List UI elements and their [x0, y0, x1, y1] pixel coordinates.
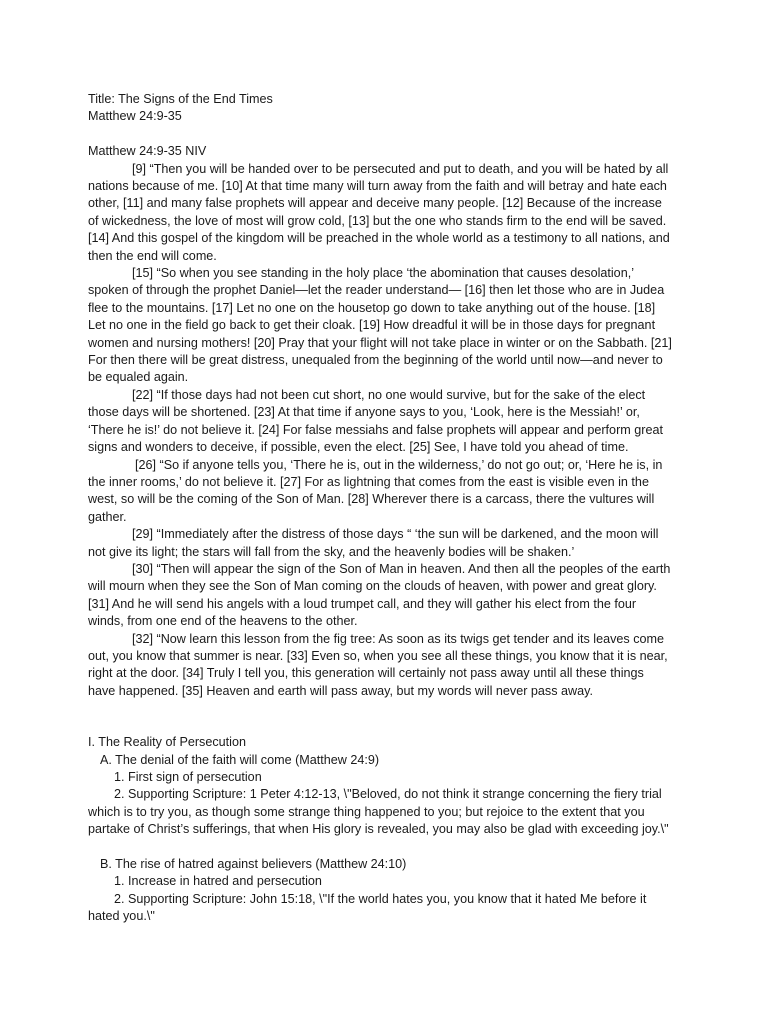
outline-point-a-2	[88, 786, 673, 838]
scripture-heading: Matthew 24:9-35 NIV	[88, 144, 207, 159]
blank-line	[88, 126, 673, 143]
verse-text: “Now learn this lesson from the fig tree: As soon as its twigs get tender and its leaves come out, you know that summer is near. [33] Even so, when you see all these things, you know that it is near, right at the door. [34] Truly I tell you, this generation will certainly not pass away until all these things have happened. [35] Heaven and earth will pass away, but my words will never pass away.	[88, 631, 668, 698]
verse-text: “Immediately after the distress of those days “ ‘the sun will be darkened, and the moon will not give its light; the stars will fall from the sky, and the heavenly bodies will be shaken.’	[88, 527, 659, 559]
outline-point-a-1: 1. First sign of persecution	[114, 770, 262, 785]
verse-lead: [22]	[132, 387, 154, 402]
blank-line	[88, 700, 673, 734]
verse-lead: [15]	[132, 266, 154, 281]
outline-point-b-1: 1. Increase in hatred and persecution	[114, 874, 322, 889]
scripture-paragraph-26	[88, 457, 673, 527]
verse-lead: [9]	[132, 161, 147, 176]
scripture-paragraph-30	[88, 561, 673, 631]
document-reference: Matthew 24:9-35	[88, 109, 182, 124]
document-page	[88, 91, 673, 926]
verse-text: “Then will appear the sign of the Son of Man in heaven. And then all the peoples of the earth will mourn when they see the Son of Man coming on the clouds of heaven, with power and great glory. [31] And he will send his angels with a loud trumpet call, and they will gather his elect from the four winds, from one end of the heavens to the other.	[88, 561, 671, 629]
scripture-paragraph-29	[88, 526, 673, 561]
outline-section-heading: I. The Reality of Persecution	[88, 735, 246, 750]
scripture-paragraph-15	[88, 265, 673, 387]
blank-line	[88, 839, 673, 856]
scripture-paragraph-32	[88, 631, 673, 701]
outline-point-a: A. The denial of the faith will come (Matthew 24:9)	[100, 752, 380, 767]
outline-point-a-2-text: 2. Supporting Scripture: 1 Peter 4:12-13, \"Beloved, do not think it strange concerning the fiery trial which is to try you, as though some strange thing happened to you; but rejoice to the extent that you partake of Christ’s sufferings, that when His glory is revealed, you may also be glad with exceeding joy.\"	[88, 787, 669, 837]
verse-text: “So when you see standing in the holy place ‘the abomination that causes desolation,’ spoken of through the prophet Daniel—let the reader understand— [16] then let those who are in Judea flee to the mountains. [17] Let no one on the housetop go down to take anything out of the house. [18] Let no one in the field go back to get their cloak. [19] How dreadful it will be in those days for pregnant women and nursing mothers! [20] Pray that your flight will not take place in winter or on the Sabbath. [21] For then there will be great distress, unequaled from the beginning of the world until now—and never to be equaled again.	[88, 266, 672, 385]
verse-text: “Then you will be handed over to be persecuted and put to death, and you will be hated by all nations because of me. [10] At that time many will turn away from the faith and will betray and hate each other, [11] and many false prophets will appear and deceive many people. [12] Because of the increase of wickedness, the love of most will grow cold, [13] but the one who stands firm to the end will be saved. [14] And this gospel of the kingdom will be preached in the whole world as a testimony to all nations, and then the end will come.	[88, 161, 670, 263]
scripture-paragraph-22	[88, 387, 673, 457]
verse-text: “If those days had not been cut short, no one would survive, but for the sake of the elect those days will be shortened. [23] At that time if anyone says to you, ‘Look, here is the Messiah!’ or, ‘There he is!’ do not believe it. [24] For false messiahs and false prophets will appear and perform great signs and wonders to deceive, if possible, even the elect. [25] See, I have told you ahead of time.	[88, 387, 663, 455]
scripture-paragraph-9	[88, 161, 673, 265]
verse-lead: [26]	[135, 457, 157, 472]
verse-lead: [30]	[132, 561, 154, 576]
outline-point-b: B. The rise of hatred against believers (Matthew 24:10)	[100, 857, 407, 872]
verse-text: “So if anyone tells you, ‘There he is, out in the wilderness,’ do not go out; or, ‘Here he is, in the inner rooms,’ do not believe it. [27] For as lightning that comes from the east is visible even in the west, so will be the coming of the Son of Man. [28] Wherever there is a carcass, there the vultures will gather.	[88, 457, 663, 524]
verse-lead: [32]	[132, 631, 154, 646]
document-title: Title: The Signs of the End Times	[88, 92, 273, 106]
verse-lead: [29]	[132, 527, 154, 542]
outline-point-b-2-text: 2. Supporting Scripture: John 15:18, \"If the world hates you, you know that it hated Me before it hated you.\"	[88, 891, 647, 924]
outline-point-b-2	[88, 891, 673, 926]
